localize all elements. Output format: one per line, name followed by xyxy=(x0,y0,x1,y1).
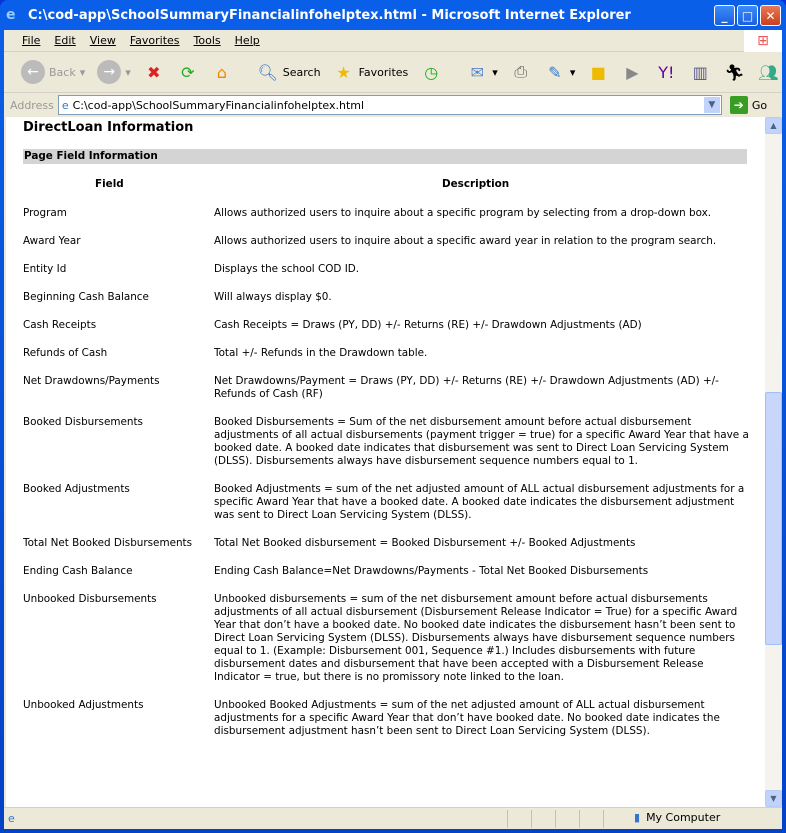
field-name: Booked Disbursements xyxy=(23,416,143,428)
favorites-button[interactable]: ★ Favorites xyxy=(330,57,412,87)
vertical-scrollbar[interactable] xyxy=(765,117,782,807)
refresh-icon: ⟳ xyxy=(181,62,195,82)
table-row xyxy=(23,699,753,738)
table-row xyxy=(23,416,753,468)
page-status-icon: e xyxy=(8,812,15,825)
stop-button[interactable] xyxy=(140,57,168,87)
field-name: Program xyxy=(23,207,67,219)
back-arrow-icon: ← xyxy=(21,60,45,84)
go-button[interactable]: ➔ Go xyxy=(730,96,767,114)
field-description: Cash Receipts = Draws (PY, DD) +/- Returns (RE) +/- Drawdown Adjustments (AD) xyxy=(214,319,642,331)
forward-arrow-icon: → xyxy=(97,60,121,84)
refresh-button[interactable] xyxy=(174,57,202,87)
field-description: Net Drawdowns/Payment = Draws (PY, DD) +/- Returns (RE) +/- Drawdown Adjustments (AD) +/- Refunds of Cash (RF) xyxy=(214,375,719,400)
field-description: Unbooked Booked Adjustments = sum of the net adjusted amount of ALL actual disbursement adjustments for a specific Award Year that don’t have booked date. No booked date indicates the disbursement adjustment hasn’t been sent to Direct Loan Servicing System (DLSS). xyxy=(214,699,720,737)
field-name: Award Year xyxy=(23,235,81,247)
search-button[interactable]: 🔍︎ Search xyxy=(257,62,321,82)
field-name: Total Net Booked Disbursements xyxy=(23,537,193,549)
field-name: Unbooked Adjustments xyxy=(23,699,144,711)
table-row xyxy=(23,207,753,220)
table-row xyxy=(23,537,753,550)
stop-icon: ✖ xyxy=(147,62,161,82)
field-name: Unbooked Disbursements xyxy=(23,593,157,605)
forward-button[interactable]: → ▾ xyxy=(94,57,134,87)
home-icon: ⌂ xyxy=(216,62,227,82)
home-button[interactable] xyxy=(208,57,236,87)
messenger-icon: 👥︎ xyxy=(758,62,779,82)
address-bar xyxy=(4,93,782,117)
field-description: Ending Cash Balance=Net Drawdowns/Payments - Total Net Booked Disbursements xyxy=(214,565,649,577)
media-button[interactable] xyxy=(618,57,646,87)
field-description: Unbooked disbursements = sum of the net disbursement amount before actual disbursements adjustments of all actual disbursement (Disbursement Release Indicator = True) for a specific Award Year that don’t have a booked date. No booked date indicates the disbursement hasn’t been sent to Direct Loan Servicing System (DLSS). Disbursements always have disbursement sequence numbers equal to 1. (Example: Disbursement 001, Sequence #1.) Includes disbursements with future disbursement dates and disbursement that have been accepted with a Disbursement Release Indicator = true, but there is no promissory note linked to the loan. xyxy=(214,593,738,683)
menu-help[interactable]: Help xyxy=(234,34,260,47)
windows-logo-icon: ⊞ xyxy=(744,30,782,52)
media-icon: ▶ xyxy=(626,62,639,82)
edit-icon: ✎ xyxy=(548,62,562,82)
field-description: Displays the school COD ID. xyxy=(214,263,360,275)
field-column-header: Field xyxy=(95,178,124,190)
zone-label: My Computer xyxy=(646,811,721,824)
field-description: Total Net Booked disbursement = Booked Disbursement +/- Booked Adjustments xyxy=(214,537,636,549)
field-description: Total +/- Refunds in the Drawdown table. xyxy=(214,347,428,359)
print-icon: ⎙ xyxy=(514,62,528,81)
messenger-button[interactable] xyxy=(754,57,782,87)
field-name: Entity Id xyxy=(23,263,67,275)
field-description: Booked Adjustments = sum of the net adjusted amount of ALL actual disbursement adjustments for a specific Award Year that have a booked date. A booked date indicates the disbursement adjustment was sent to Direct Loan Servicing System (DLSS). xyxy=(214,483,745,521)
address-input[interactable]: e C:\cod-app\SchoolSummaryFinancialinfohelptex.html ▼ xyxy=(58,95,722,115)
close-button[interactable]: ✕ xyxy=(760,5,781,26)
status-bar xyxy=(4,807,782,829)
go-arrow-icon: ➔ xyxy=(730,96,748,114)
search-icon: 🔍︎ xyxy=(257,62,278,82)
table-row xyxy=(23,565,753,578)
back-button[interactable]: ← Back ▾ xyxy=(18,57,88,87)
mail-button[interactable]: ✉ ▾ xyxy=(463,57,501,87)
description-column-header: Description xyxy=(442,178,510,190)
table-row xyxy=(23,319,753,332)
field-name: Cash Receipts xyxy=(23,319,97,331)
page-heading: DirectLoan Information xyxy=(23,120,194,135)
menu-tools[interactable]: Tools xyxy=(193,34,221,47)
table-row xyxy=(23,291,753,304)
address-label: Address xyxy=(10,98,54,112)
research-icon: ▥ xyxy=(692,62,708,82)
print-button[interactable] xyxy=(507,57,535,87)
field-table xyxy=(23,207,753,753)
table-row xyxy=(23,593,753,684)
address-dropdown-icon[interactable]: ▼ xyxy=(704,97,720,113)
yahoo-icon: Y! xyxy=(658,62,675,82)
mail-icon: ✉ xyxy=(470,62,484,82)
aim-button[interactable] xyxy=(720,57,748,87)
window-title: C:\cod-app\SchoolSummaryFinancialinfohelptex.html - Microsoft Internet Explorer xyxy=(28,7,631,23)
history-button[interactable] xyxy=(417,57,445,87)
scroll-down-icon[interactable]: ▼ xyxy=(765,790,782,807)
minimize-button[interactable]: _ xyxy=(714,5,735,26)
history-icon: ◷ xyxy=(424,62,439,82)
star-icon: ★ xyxy=(336,62,351,82)
field-description: Allows authorized users to inquire about a specific program by selecting from a drop-down box. xyxy=(214,207,712,219)
table-row xyxy=(23,263,753,276)
note-icon: ■ xyxy=(590,62,606,82)
field-description: Will always display $0. xyxy=(214,291,332,303)
page-icon: e xyxy=(61,98,69,112)
aim-icon: 🏃︎ xyxy=(724,62,745,82)
field-name: Beginning Cash Balance xyxy=(23,291,149,303)
field-name: Ending Cash Balance xyxy=(23,565,133,577)
scroll-up-icon[interactable]: ▲ xyxy=(765,117,782,134)
field-name: Net Drawdowns/Payments xyxy=(23,375,160,387)
research-button[interactable] xyxy=(686,57,714,87)
toolbar xyxy=(4,52,782,93)
field-description: Booked Disbursements = Sum of the net disbursement amount before actual disbursement adjustments of all actual disbursements (payment trigger = true) for a specific Award Year that have a booked date. A booked date indicates that disbursement was sent to Direct Loan Servicing System (DLSS). Disbursements always have disbursement sequence numbers equal to 1. xyxy=(214,416,749,467)
maximize-button[interactable]: □ xyxy=(737,5,758,26)
yahoo-button[interactable] xyxy=(652,57,680,87)
note-button[interactable] xyxy=(584,57,612,87)
edit-button[interactable]: ✎ ▾ xyxy=(541,57,579,87)
table-row xyxy=(23,375,753,401)
table-row xyxy=(23,483,753,522)
field-description: Allows authorized users to inquire about a specific award year in relation to the program search. xyxy=(214,235,717,247)
title-bar xyxy=(0,0,786,30)
field-name: Refunds of Cash xyxy=(23,347,108,359)
menu-bar xyxy=(4,30,782,52)
scroll-thumb[interactable] xyxy=(765,392,782,645)
menu-file[interactable]: File xyxy=(22,34,41,47)
page-content xyxy=(6,117,765,807)
ie-icon: e xyxy=(6,7,16,23)
table-row xyxy=(23,235,753,248)
menu-view[interactable]: View xyxy=(89,34,116,47)
section-header: Page Field Information xyxy=(23,149,747,164)
menu-favorites[interactable]: Favorites xyxy=(129,34,180,47)
field-name: Booked Adjustments xyxy=(23,483,130,495)
computer-icon: ▮ xyxy=(634,811,641,824)
table-row xyxy=(23,347,753,360)
menu-edit[interactable]: Edit xyxy=(54,34,76,47)
